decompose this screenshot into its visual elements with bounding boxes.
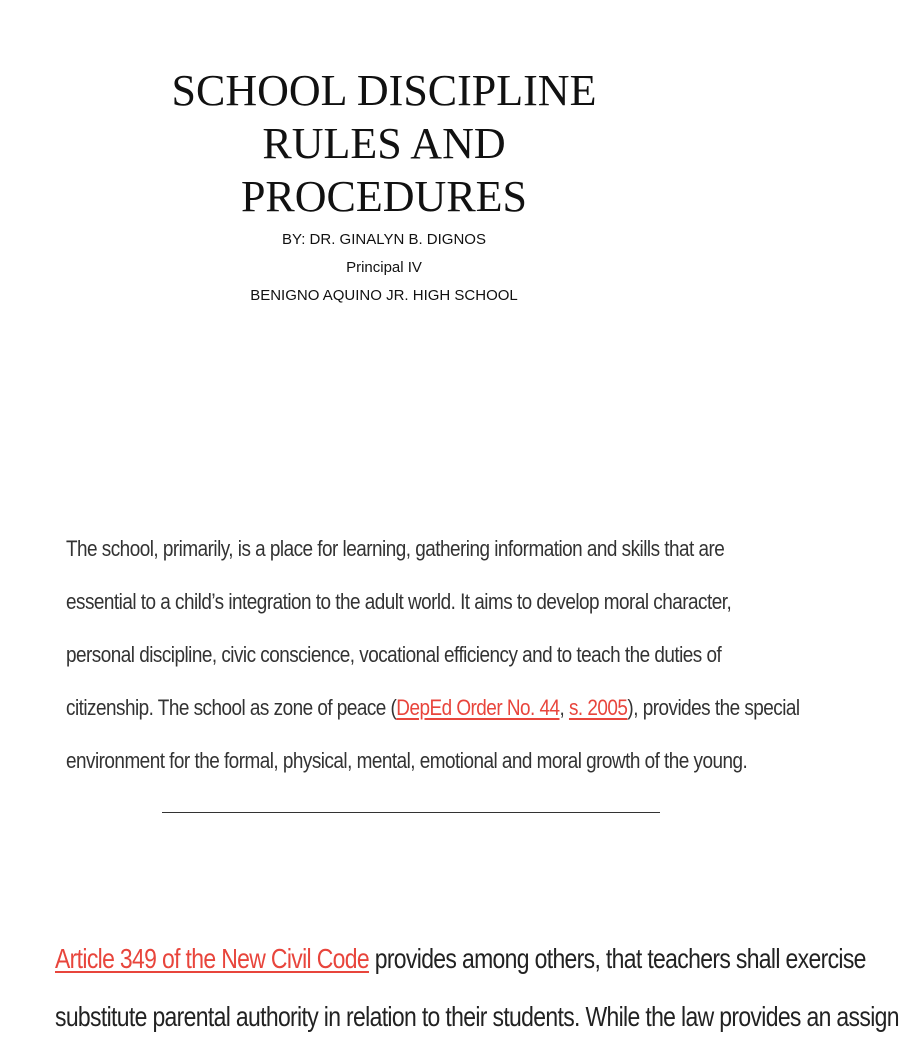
article-line-1 <box>55 930 866 988</box>
civil-code-link[interactable]: Article 349 of the New Civil Code <box>55 943 369 974</box>
title-line-1: SCHOOL DISCIPLINE <box>171 66 597 115</box>
intro-line-4-end: ), provides the special <box>627 695 800 720</box>
intro-line-3: personal discipline, civic conscience, vocational efficiency and to teach the duties of <box>66 642 722 667</box>
article-line-1-text: provides among others, that teachers shall exercise <box>368 943 866 974</box>
intro-line-2: essential to a child’s integration to the adult world. It aims to develop moral character, <box>66 589 732 614</box>
author-line: BY: DR. GINALYN B. DIGNOS <box>282 231 486 248</box>
intro-line-1: The school, primarily, is a place for learning, gathering information and skills that are <box>66 536 725 561</box>
article-paragraph <box>55 930 899 1046</box>
title-line-2: RULES AND <box>262 119 506 168</box>
school-name: BENIGNO AQUINO JR. HIGH SCHOOL <box>250 287 518 304</box>
deped-order-link[interactable]: DepEd Order No. 44 <box>396 695 560 720</box>
intro-line-5: environment for the formal, physical, mental, emotional and moral growth of the young. <box>66 748 748 773</box>
link-separator: , <box>559 695 569 720</box>
author-position: Principal IV <box>346 259 422 276</box>
section-divider <box>162 812 660 813</box>
intro-line-4 <box>66 681 800 734</box>
article-line-2: substitute parental authority in relation to their students. While the law provides an assign <box>55 1001 899 1032</box>
intro-paragraph <box>66 522 800 787</box>
title-line-3: PROCEDURES <box>240 172 528 221</box>
document-title <box>0 64 768 223</box>
series-2005-link[interactable]: s. 2005 <box>568 695 628 720</box>
intro-line-4-start: citizenship. The school as zone of peace ( <box>66 695 397 720</box>
